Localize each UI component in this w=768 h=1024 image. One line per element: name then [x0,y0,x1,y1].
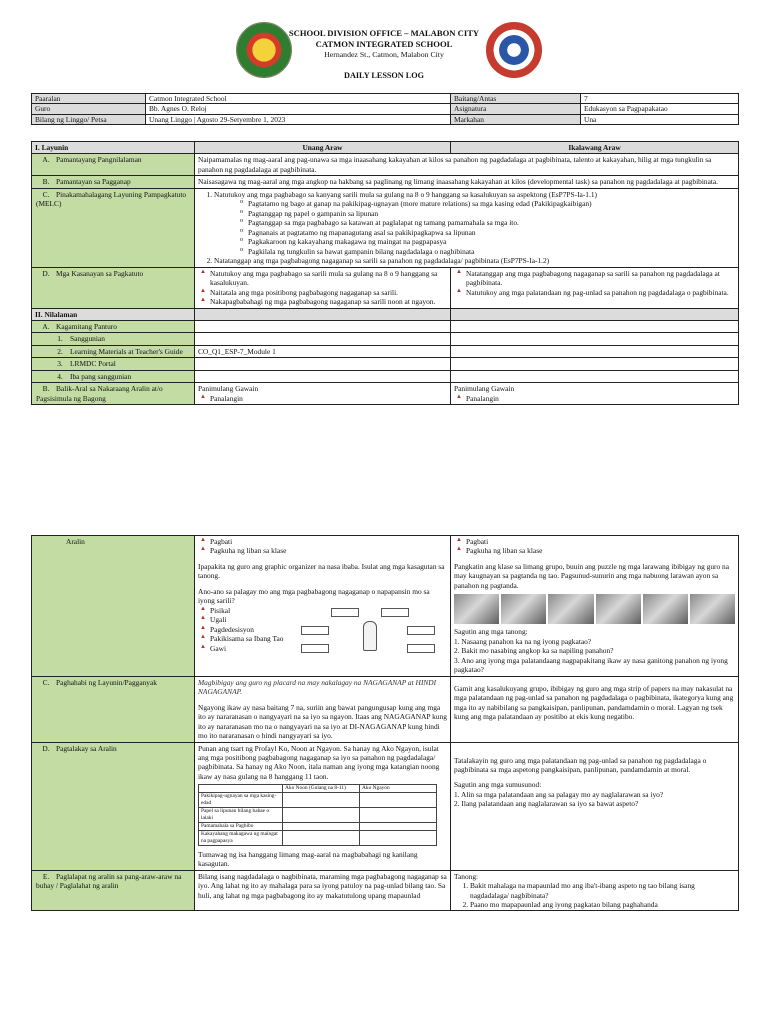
pagtalakay-day2-text: Tatalakayin ng guro ang mga palatandaan ng pag-unlad sa panahon ng pagdadalaga o pagbibinata sa mga aspetong pangkaisipan, panlipunan, pandamdamin at moral. [454,755,707,774]
pagtalakay-day1-text: Punan ang tsart ng Profayl Ko, Noon at Ngayon. Sa hanay ng Ako Ngayon, isulat ang mga positibong pagbabagong nagaganap sa iyo sa panahon ng pagdadalaga/ pagbibinata. Sa hanay ng Ako Noon, itala naman ang iyong mga katangian noong ikaw ay nasa gulang na 8 hanggang 11 taon. [198,743,440,781]
chart-header: Ako Ngayon [360,785,437,793]
paglalapat-day1: Bilang isang nagdadalaga o nagbibinata, maraming mga pagbabagong nagaganap sa iyo. Ang lahat ng ito ay mahalaga para sa iyong patuloy na pag-unlad bilang tao. Sa huli, ang lahat ng mga pagbabagong ito ay makatutulong upang mapaunlad [195,870,451,911]
pagtalakay-day1 [195,742,451,870]
row-num-paglalapat: E. [42,871,50,881]
empty-cell [451,345,739,357]
col-day2: Ikalawang Araw [451,142,739,154]
chart-header: Ako Noon (Gulang na 8-11) [283,785,360,793]
empty-cell [451,370,739,382]
row-label-pagtalakay [32,742,195,870]
row-text-paghahabi: Paghahabi ng Layunin/Pagganyak [56,677,157,687]
pagtalakay-day1-closing: Tumawag ng isa hanggang limang mag-aaral na magbabahagi ng kanilang kasagutan. [198,849,418,869]
organizer-box [407,644,435,653]
row-num-sanggunian: 1. [57,334,63,344]
list-item: ▲ Pisikal [198,606,293,615]
asignatura-value: Edukasyon sa Pagpapakatao [581,104,739,114]
list-item: ▲ Pakikisama sa Ibang Tao [198,634,293,643]
aspects-list [198,606,293,666]
list-item: 1. Bakit mahalaga na mapaunlad mo ang iba't-ibang aspeto ng tao bilang isang nagdadalaga/ nagbibinata? [470,881,735,900]
chart-cell[interactable] [360,830,437,845]
aralin-day2 [451,536,739,677]
lesson-table-2 [31,535,739,911]
list-item: o Pagtatamo ng bago at ganap na pakikipag-ugnayan (more mature relations) sa mga kasing edad (Pakikipagkaibigan) [240,199,735,208]
row-label-iba-pang [32,370,195,382]
list-item: ▲ Pagbati [454,537,735,546]
list-item: ▲ Ugali [198,615,293,624]
questions-title: Sagutin ang mga tanong: [454,627,528,637]
row-text-lrmdc: LRMDC Portal [70,359,116,369]
kasanayan-day2 [451,267,739,308]
list-item: 2. Paano mo mapapaunlad ang iyong pagkatao bilang paghahanda [470,900,735,909]
bilang-value: Unang Linggo | Agosto 29-Setyembre 1, 2023 [146,114,451,124]
section-nilalaman: II. Nilalaman [32,308,195,320]
info-table [31,93,739,125]
photo [548,594,593,624]
row-label-c [32,188,195,267]
chart-cell[interactable] [283,793,360,808]
chart-row-label: Kakayahang makagawa ng maingat na pagpapasya [199,830,283,845]
empty-cell [195,370,451,382]
paghahabi-day2 [451,676,739,742]
header-school: CATMON INTEGRATED SCHOOL [315,39,453,49]
melc-item-2: 2. Natatanggap ang mga pagbabagong nagaganap sa sarili sa panahon ng pagdadalaga/ pagbibinata (EsP7PS-Ia-1.2) [214,256,735,265]
paaralan-value: Catmon Integrated School [146,94,451,104]
row-num-d: D. [42,268,50,278]
melc-sublist [214,199,735,256]
bilang-label: Bilang ng Linggo/ Petsa [32,114,146,124]
row-label-aralin: Aralin [32,536,195,677]
melc-item-1 [214,190,735,256]
list-item: ▲ Pagkuha ng liban sa klase [198,546,447,555]
empty-cell [451,308,739,320]
aralin-day1-question: Ano-ano sa palagay mo ang mga pagbabagong nagaganap o napapansin mo sa iyong sarili? [198,586,430,606]
list-item: ▲ Gawi [198,644,293,653]
list-item: ▲ Natatanggap ang mga pagbabagong nagaganap sa sarili sa panahon ng pagdadalaga at pagbibinata. [454,269,735,288]
row-num-iba-pang: 4. [57,371,63,381]
row-num-b: B. [42,177,50,187]
row-text-b: Pamantayan sa Pagganap [56,177,131,187]
organizer-figure [363,621,377,651]
row-label-d [32,267,195,308]
row-text-learning-materials: Learning Materials at Teacher's Guide [70,346,183,356]
list-item: o Pagtanggap sa mga pagbabago sa katawan at paglalapat ng tamang pamamahala sa mga ito. [240,218,735,227]
row-text-pagtalakay: Pagtalakay sa Aralin [56,743,117,753]
markahan-label: Markahan [451,114,581,124]
document-title: DAILY LESSON LOG [344,71,424,80]
chart-cell[interactable] [360,808,437,823]
empty-cell [195,358,451,370]
photo [643,594,688,624]
row-text-paglalapat: Paglalapat ng aralin sa pang-araw-araw na buhay / Paglalahat ng aralin [36,871,182,891]
row-label-paglalapat [32,870,195,911]
pamantayan-sa-pagganap-text: Naisasagawa ng mag-aaral ang mga angkop na hakbang sa paglinang ng limang inaasahang kakayahan at kilos (developmental task) sa panahon ng pagdadalaga at pagbibinata. [195,176,739,188]
organizer-box [381,608,409,617]
list-item: o Pagtanggap ng papel o gampanin sa lipunan [240,209,735,218]
melc-list [198,190,735,266]
tanong-title: Tanong: [454,871,479,881]
row-label-lrmdc [32,358,195,370]
placard-instruction: Magbibigay ang guro ng placard na may nakalagay na NAGAGANAP at HINDI NAGAGANAP. [198,677,437,697]
paghahabi-day1-text: Ngayong ikaw ay nasa baitang 7 na, suriin ang bawat pangungusap kung ang mga ito ay nararanasan o nangyayari na sa iyo sa ngayon. Itaas ang NAGAGANAP kung ito ay nararanasan mo na o nangyayari na sa iyo at DI-NAGAGANAP kung hindi mo ito nararanasan o hindi nangyayari sa iyo. [198,702,447,741]
organizer-box [301,644,329,653]
sagutin-q2: 2. Ilang palatandaan ang naglalarawan sa iyo sa bawat aspeto? [454,799,639,809]
paghahabi-day2-text: Gamit ang kasalukuyang grupo, ibibigay ng guro ang mga strip of papers na may nakasulat na mga palatandaan ng pag-unlad sa panahon ng pagdadalaga o pagbibinata, ikategorya kung ang mga ito ay nabibilang sa pangkaisipan, panlipunan, pandamdamin o moral. Lagyan ng tsek kung ang mga palatandaan ay positibo at ekis kung negatibo. [454,683,734,722]
aralin-day1-organizer-row [198,606,447,666]
document-header [0,22,768,92]
organizer-box [331,608,359,617]
header-address: Hernandez St., Catmon, Malabon City [324,50,444,59]
chart-row-label: Papel sa lipunan bilang babae o lalaki [199,808,283,823]
baitang-label: Baitang/Antas [451,94,581,104]
kasanayan-day1 [195,267,451,308]
row-label-b [32,176,195,188]
row-text-a: Pamantayang Pangnilalaman [56,155,142,165]
chart-cell[interactable] [360,822,437,830]
balik-aral-day1 [195,383,451,405]
list-item: ▲ Naitatala ang mga positibong pagbabagong nagaganap sa sarili. [198,288,447,297]
chart-cell[interactable] [283,830,360,845]
baitang-value: 7 [581,94,739,104]
chart-row-label: Pamamahala sa Pagbibo [199,822,283,830]
row-num-a: A. [42,155,50,165]
profile-chart [198,784,437,845]
row-num-learning-materials: 2. [57,346,63,356]
empty-cell [451,320,739,332]
panimulang-gawain-title: Panimulang Gawain [198,384,259,394]
photo [454,594,499,624]
guro-label: Guro [32,104,146,114]
row-label-balik-aral [32,383,195,405]
row-text-kagamitan: Kagamitang Panturo [56,321,117,331]
row-label-sanggunian [32,333,195,345]
list-item: o Pagnanais at pagtatamo ng mapanagutang asal sa pakikipagkapwa sa lipunan [240,228,735,237]
empty-cell [451,333,739,345]
question-1: 1. Nasaang panahon ka na ng iyong pagkatao? [454,636,592,646]
chart-cell[interactable] [283,808,360,823]
list-item: ▲ Nakapagbabahagi ng mga pagbabagong nagaganap sa sarili noon at ngayon. [198,297,447,306]
row-text-d: Mga Kasanayan sa Pagkatuto [56,268,144,278]
list-item: ▲ Pagdedesisyon [198,625,293,634]
row-label-learning-materials [32,345,195,357]
pamantayang-pangnilalaman-text: Naipamamalas ng mag-aaral ang pag-unawa sa mga inaasahang kakayahan at kilos sa panahon ng pagdadalaga at pagbibinata, talento at kakayahan, hilig at mga tungkulin sa panahon ng pagdadalaga at pagbibinata. [195,154,739,176]
organizer-box [301,626,329,635]
chart-header [199,785,283,793]
melc-cell [195,188,739,267]
row-num-pagtalakay: D. [42,743,50,753]
empty-cell [195,333,451,345]
aralin-day2-instruction: Pangkatin ang klase sa limang grupo, buuin ang puzzle ng mga larawang ibibigay ng guro na may kaugnayan sa pagtanda ng tao. Pagsunud-sunurin ang mga nabuong larawan ayon sa panahon ng pagtanda. [454,561,730,590]
pagtalakay-day2 [451,742,739,870]
sagutin-q1: 1. Alin sa mga palatandaan ang sa palagay mo ay naglalarawan sa iyo? [454,789,664,799]
empty-cell [451,358,739,370]
row-num-balik-aral: B. [42,384,50,394]
list-item: ▲ Panalangin [198,394,447,403]
guro-value: Bb. Agnes O. Reloj [146,104,451,114]
row-text-c: Pinakamahalagang Layuning Pampagkatuto (MELC) [36,189,187,209]
aralin-day1 [195,536,451,677]
row-num-lrmdc: 3. [57,359,63,369]
row-num-paghahabi: C. [42,677,50,687]
empty-cell [195,308,451,320]
row-label-paghahabi [32,676,195,742]
panimulang-gawain-title: Panimulang Gawain [454,384,515,394]
list-item: ▲ Pagbati [198,537,447,546]
aging-photos-strip [454,594,735,624]
photo [596,594,641,624]
header-division: SCHOOL DIVISION OFFICE – MALABON CITY [288,28,480,38]
chart-cell[interactable] [283,822,360,830]
melc-item-1-text: Natutukoy ang mga pagbabago sa kanyang sarili mula sa gulang na 8 o 9 hanggang sa kasalukuyan sa aspektong (EsP7PS-Ia-1.1) [214,189,597,199]
list-item: ▲ Panalangin [454,394,735,403]
col-day1: Unang Araw [195,142,451,154]
question-2: 2. Bakit mo nasabing angkop ka sa napiling panahon? [454,646,614,656]
row-label-kagamitan [32,320,195,332]
section-layunin: I. Layunin [32,142,195,154]
tanong-list [454,881,735,909]
organizer-box [407,626,435,635]
markahan-value: Una [581,114,739,124]
list-item: o Pagkilala ng tungkulin sa bawat gampanin bilang nagdadalaga o nagbibinata [240,247,735,256]
row-num-kagamitan: A. [42,321,50,331]
chart-cell[interactable] [360,793,437,808]
row-num-c: C. [42,189,50,199]
list-item: ▲ Pagkuha ng liban sa klase [454,546,735,555]
balik-aral-day2 [451,383,739,405]
list-item: o Pagkakaroon ng kakayahang makagawa ng maingat na pagpapasya [240,237,735,246]
list-item: ▲ Natutukoy ang mga pagbabago sa sarili mula sa gulang na 8 o 9 hanggang sa kasalukuyan. [198,269,447,288]
list-item: ▲ Natutukoy ang mga palatandaan ng pag-unlad sa panahon ng pagdadalaga o pagbibinata. [454,288,735,297]
row-text-balik-aral: Balik-Aral sa Nakaraang Aralin at/o Pagsisimula ng Bagong [36,384,163,403]
chart-row-label: Pakikipag-ugnayan sa mga kasing-edad [199,793,283,808]
question-3: 3. Ano ang iyong mga palatandaang nagpapakitang ikaw ay nasa ganitong panahon ng iyong pagkatao? [454,655,728,675]
graphic-organizer [293,606,443,666]
paglalapat-day2 [451,870,739,911]
sagutin-title: Sagutin ang mga sumusunod: [454,780,542,790]
row-text-iba-pang: Iba pang sanggunian [70,371,132,381]
learning-materials-day1: CO_Q1_ESP-7_Module 1 [195,345,451,357]
row-label-a [32,154,195,176]
asignatura-label: Asignatura [451,104,581,114]
row-text-sanggunian: Sanggunian [70,334,105,344]
lesson-table-1 [31,141,739,405]
empty-cell [195,320,451,332]
aralin-day1-instruction: Ipapakita ng guro ang graphic organizer na nasa ibaba. Isulat ang mga kasagutan sa tanong. [198,561,445,581]
paaralan-label: Paaralan [32,94,146,104]
photo [501,594,546,624]
photo [690,594,735,624]
paghahabi-day1 [195,676,451,742]
